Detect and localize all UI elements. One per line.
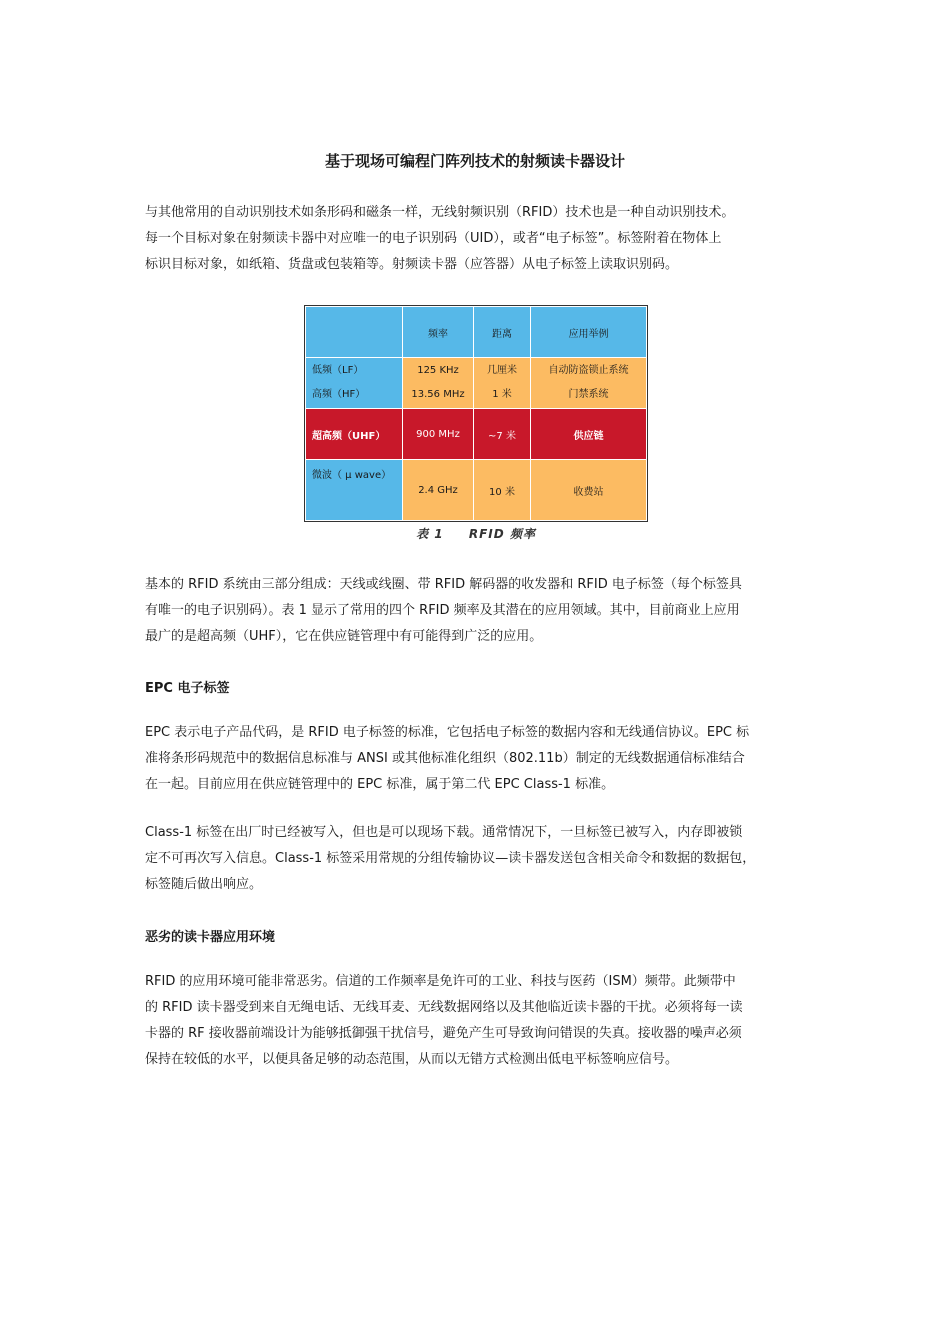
table-header-cell: 应用举例 xyxy=(531,307,647,358)
text-line: 定不可再次写入信息。Class-1 标签采用常规的分组传输协议—读卡器发送包含相关命令和数据的数据包， xyxy=(145,851,756,866)
document-title: 基于现场可编程门阵列技术的射频读卡器设计 xyxy=(324,152,625,170)
distance-cell xyxy=(474,358,531,409)
frequency-cell: 900 MHz xyxy=(403,409,474,460)
distance-cell: ~7 米 xyxy=(474,409,531,460)
frequency-cell xyxy=(403,358,474,409)
text-line: 有唯一的电子识别码）。表 1 显示了常用的四个 RFID 频率及其潜在的应用领域。其中，目前商业上应用 xyxy=(145,603,740,618)
table-header-cell xyxy=(306,307,403,358)
text-line: RFID 的应用环境可能非常恶劣。信道的工作频率是免许可的工业、科技与医药（ISM）频带。此频带中 xyxy=(145,974,736,989)
distance-cell: 10 米 xyxy=(474,460,531,521)
rfid-frequency-table xyxy=(305,306,647,521)
class1-paragraph xyxy=(145,820,817,898)
table-caption xyxy=(305,525,647,542)
distance-value: 几厘米 xyxy=(487,365,517,376)
table-header-row xyxy=(306,307,647,358)
section-heading-environment: 恶劣的读卡器应用环境 xyxy=(145,930,276,945)
application-cell xyxy=(531,358,647,409)
table-header-cell: 频率 xyxy=(403,307,474,358)
text-line: 在一起。目前应用在供应链管理中的 EPC 标准，属于第二代 EPC Class-1 标准。 xyxy=(145,777,615,792)
application-value: 自动防盗锁止系统 xyxy=(548,365,629,376)
band-cell: 微波（ μ wave） xyxy=(306,460,403,521)
frequency-cell: 2.4 GHz xyxy=(403,460,474,521)
frequency-value: 13.56 MHz xyxy=(411,389,465,400)
band-label: 高频（HF） xyxy=(312,389,366,400)
text-line: 最广的是超高频（UHF），它在供应链管理中有可能得到广泛的应用。 xyxy=(145,629,543,644)
band-cell xyxy=(306,358,403,409)
text-line: 的 RFID 读卡器受到来自无绳电话、无线耳麦、无线数据网络以及其他临近读卡器的干扰。必须将每一读 xyxy=(145,1000,743,1015)
text-line: 准将条形码规范中的数据信息标准与 ANSI 或其他标准化组织（802.11b）制定的无线数据通信标准结合 xyxy=(145,751,745,766)
environment-paragraph xyxy=(145,969,817,1073)
text-line: 基本的 RFID 系统由三部分组成：天线或线圈、带 RFID 解码器的收发器和 RFID 电子标签（每个标签具 xyxy=(145,577,742,592)
table-row xyxy=(306,409,647,460)
rfid-frequency-table-figure xyxy=(305,306,647,542)
frequency-value: 125 KHz xyxy=(417,365,459,376)
text-line: 与其他常用的自动识别技术如条形码和磁条一样，无线射频识别（RFID）技术也是一种自动识别技术。 xyxy=(145,205,735,220)
application-cell: 收费站 xyxy=(531,460,647,521)
text-line: 卡器的 RF 接收器前端设计为能够抵御强干扰信号，避免产生可导致询问错误的失真。接收器的噪声必须 xyxy=(145,1026,742,1041)
intro-paragraph xyxy=(145,200,817,278)
table-row xyxy=(306,460,647,521)
text-line: 标签随后做出响应。 xyxy=(145,877,263,892)
band-label: 低频（LF） xyxy=(312,365,364,376)
epc-paragraph xyxy=(145,720,817,798)
text-line: 标识目标对象，如纸箱、货盘或包装箱等。射频读卡器（应答器）从电子标签上读取识别码。 xyxy=(145,257,679,272)
section-heading-epc: EPC 电子标签 xyxy=(145,681,230,696)
caption-text: RFID 频率 xyxy=(468,527,536,541)
band-cell: 超高频（UHF） xyxy=(306,409,403,460)
application-cell: 供应链 xyxy=(531,409,647,460)
distance-value: 1 米 xyxy=(492,389,512,400)
text-line: Class-1 标签在出厂时已经被写入，但也是可以现场下载。通常情况下，一旦标签已被写入，内存即被锁 xyxy=(145,825,743,840)
table-row xyxy=(306,358,647,409)
text-line: EPC 表示电子产品代码，是 RFID 电子标签的标准，它包括电子标签的数据内容和无线通信协议。EPC 标 xyxy=(145,725,750,740)
system-paragraph xyxy=(145,572,817,650)
text-line: 保持在较低的水平，以便具备足够的动态范围，从而以无错方式检测出低电平标签响应信号。 xyxy=(145,1052,679,1067)
application-value: 门禁系统 xyxy=(568,389,609,400)
text-line: 每一个目标对象在射频读卡器中对应唯一的电子识别码（UID），或者“电子标签”。标签附着在物体上 xyxy=(145,231,722,246)
table-header-cell: 距离 xyxy=(474,307,531,358)
caption-number: 表 1 xyxy=(416,527,444,541)
